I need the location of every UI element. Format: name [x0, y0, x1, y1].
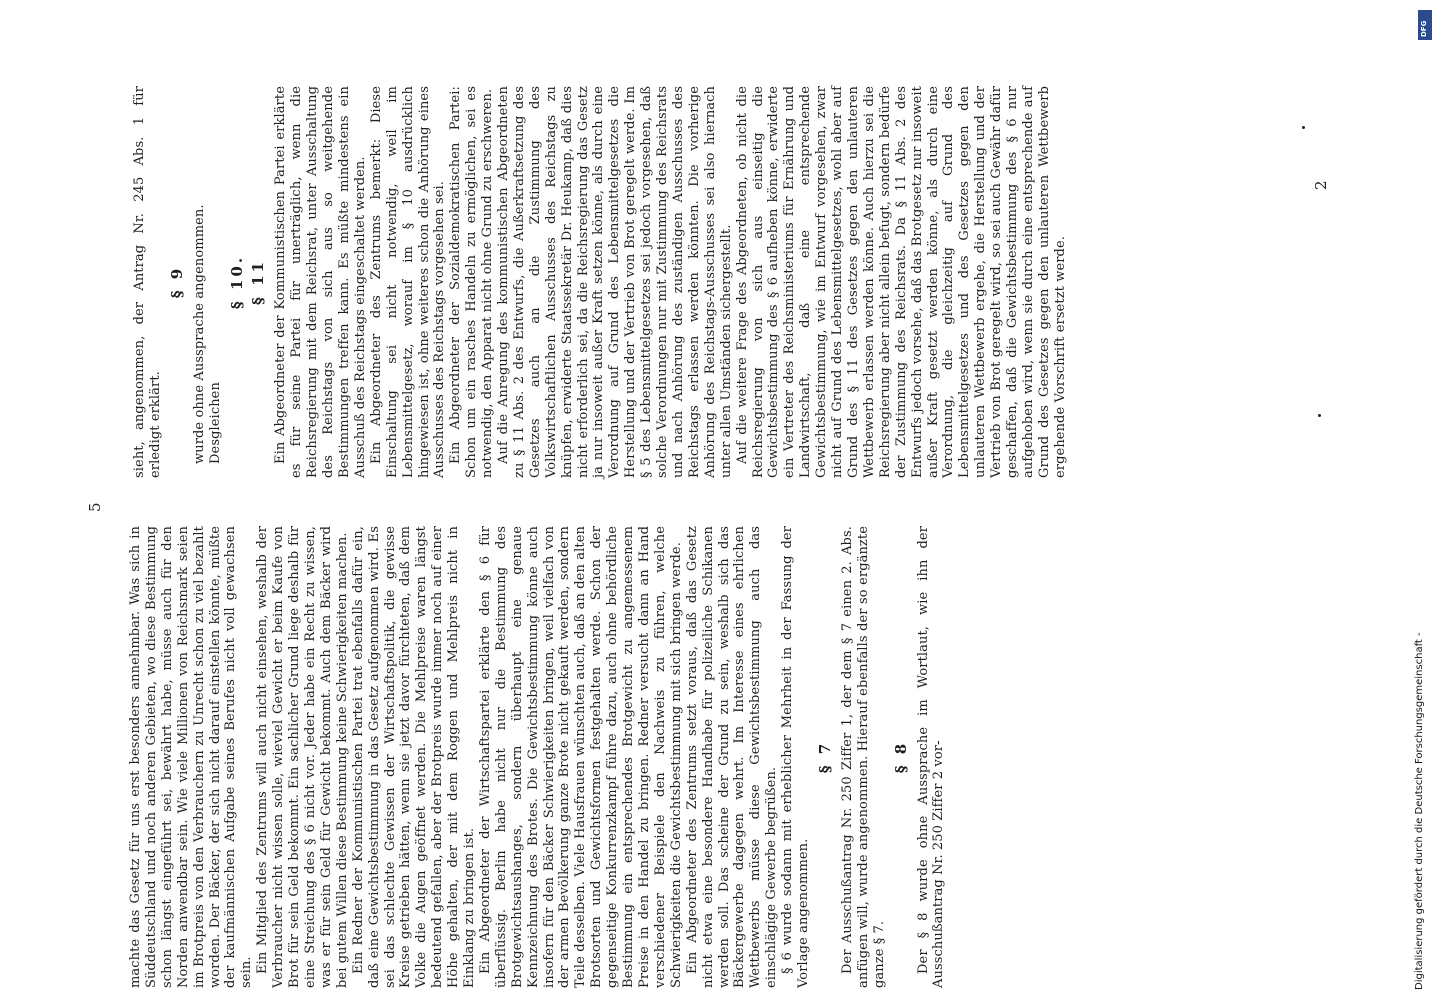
left-paragraph: § 6 wurde sodann mit erheblicher Mehrheit in der Fassung der Vorlage angenommen. [780, 526, 812, 988]
left-column-wrapper [128, 526, 947, 988]
section-heading-8: § 8 [891, 740, 910, 774]
scan-dot [1302, 126, 1305, 129]
right-column-wrapper [132, 86, 1069, 478]
left-paragraph: machte das Gesetz für uns erst besonders annehmbar. Was sich in Süddeutschland und noch anderen Gebieten, wo diese Bestimmung schon längst eingeführt sei, bewährt habe, müsse auch für den Norden anwendbar sein. Wie viele Millionen von Reichsmark seien im Brotpreis von den Verbrauchern zu Unrecht schon zu viel bezahlt worden. Der Bäcker, der sich nicht darauf einstellen könnte, müßte der kaufmännischen Aufgabe seines Berufes nicht voll gewachsen sein. [128, 526, 255, 988]
left-paragraph: Der Ausschußantrag Nr. 250 Ziffer 1, der dem § 7 einen 2. Abs. anfügen will, wurde angenommen. Hierauf ebenfalls der so ergänzte ganze § 7. [839, 526, 887, 988]
right-paragraph: Auf die weitere Frage des Abgeordneten, ob nicht die Reichsregierung von sich aus einseitig die Gewichtsbestimmung des § 6 aufheben könne, erwiderte ein Vertreter des Reichsministeriums für Ernährung und Landwirtschaft, daß eine entsprechende Gewichtsbestimmung, wie im Entwurf vorgesehen, zwar nicht auf Grund des Lebensmittelgesetzes, wohl aber auf Grund des § 11 des Gesetzes gegen den unlauteren Wettbewerb erlassen werden könne. Auch hierzu sei die Reichsregierung aber nicht allein befugt, sondern bedürfe der Zustimmung des Reichsrats. Da § 11 Abs. 2 des Entwurfs jedoch vorsehe, daß das Brotgesetz nur insoweit außer Kraft gesetzt werden könne, als durch eine Verordnung, die gleichzeitig auf Grund des Lebensmittelgesetzes und des Gesetzes gegen den unlauteren Wettbewerb ergehe, die Herstellung und der Vertrieb von Brot geregelt wird, so sei auch Gewähr dafür geschaffen, daß die Gewichtsbestimmung des § 6 nur aufgehoben wird, wenn sie durch eine entsprechende auf Grund des Gesetzes gegen den unlauteren Wettbewerb ergehende Vorschrift ersetzt werde. [734, 86, 1068, 478]
left-paragraph: Ein Redner der Kommunistischen Partei trat ebenfalls dafür ein, daß eine Gewichtsbestimmung in das Gesetz aufgenommen wird. Es sei das schlechte Gewissen der Wirtschaftspolitik, die gewisse Kreise getrieben hätten, wenn sie jetzt davor fürchteten, daß dem Volke die Augen geöffnet werden. Die Mehlpreise waren längst bedeutend gefallen, aber der Brotpreis wurde immer noch auf einer Höhe gehalten, der mit dem Roggen und Mehlpreis nicht in Einklang zu bringen ist. [350, 526, 478, 988]
section-heading-10: § 10. [227, 254, 246, 310]
left-paragraph: Der § 8 wurde ohne Aussprache im Wortlaut, wie ihn der Ausschußantrag Nr. 250 Ziffer 2 vor- [915, 526, 947, 988]
right-paragraph: Auf die Anregung des kommunistischen Abgeordneten zu § 11 Abs. 2 des Entwurfs, die Außerkraftsetzung des Gesetzes auch an die Zustimmung des Volkswirtschaftlichen Ausschusses des Reichstags zu knüpfen, erwiderte Staatssekretär Dr. Heukamp, daß dies nicht erforderlich sei, da die Reichsregierung das Gesetz ja nur insoweit außer Kraft setzen könne, als durch eine Verordnung auf Grund des Lebensmittelgesetzes die Herstellung und der Vertrieb von Brot geregelt werde. Im § 5 des Lebensmittelgesetzes sei jedoch vorgesehen, daß solche Verordnungen nur mit Zustimmung des Reichsrats und nach Anhörung des zuständigen Ausschusses des Reichstags erlassen werden könnten. Die vorherige Anhörung des Reichstags-Ausschusses sei also hiernach unter allen Umständen sichergestellt. [496, 86, 734, 478]
page-number-top: 5 [86, 502, 104, 512]
right-column [132, 86, 1069, 478]
left-paragraph: Ein Mitglied des Zentrums will auch nicht einsehen, weshalb der Verbraucher nicht wissen solle, wieviel Gewicht er beim Kaufe von Brot für sein Geld bekommt. Ein sachlicher Grund liege deshalb für eine Streichung des § 6 nicht vor. Jeder habe ein Recht zu wissen, was er für sein Geld für Gewicht bekommt. Auch dem Bäcker wird bei gutem Willen diese Bestimmung keine Schwierigkeiten machen. [255, 526, 350, 988]
right-paragraph: Ein Abgeordneter der Sozialdemokratischen Partei: Schon um ein rasches Handeln zu ermöglichen, sei es notwendig, den Apparat nicht ohne Grund zu erschweren. [448, 86, 496, 478]
section-heading-11: § 11 [249, 259, 268, 305]
right-paragraph: Ein Abgeordneter der Kommunistischen Partei erklärte es für seine Partei für unerträglich, wenn die Reichsregierung mit dem Reichsrat, unter Ausschaltung des Reichstags von sich aus so weitgehende Bestimmungen treffen kann. Es müßte mindestens ein Ausschuß des Reichstags eingeschaltet werden. [273, 86, 368, 478]
right-paragraph: sieht, angenommen, der Antrag Nr. 245 Abs. 1 für erledigt erklärt. [132, 86, 163, 478]
right-paragraph: Desgleichen [207, 382, 223, 464]
right-paragraph: Ein Abgeordneter des Zentrums bemerkt: Diese Einschaltung sei nicht notwendig, weil im Lebensmittelgesetz, worauf im § 10 ausdrücklich hingewiesen ist, ohne weiteres schon die Anhörung eines Ausschusses des Reichstags vorgesehen sei. [368, 86, 448, 478]
dfg-logo: DFG [1418, 10, 1432, 40]
section-heading-9: § 9 [167, 265, 186, 299]
page-number-bottom: 2 [1312, 180, 1330, 190]
left-column [128, 526, 947, 988]
right-paragraph: wurde ohne Aussprache angenommen. [191, 204, 207, 464]
digitization-note: Digitalisierung gefördert durch die Deutsche Forschungsgemeinschaft - [1414, 632, 1425, 990]
section-heading-7: § 7 [815, 740, 834, 774]
scan-dot [1318, 414, 1321, 417]
left-paragraph: Ein Abgeordneter der Wirtschaftspartei erklärte den § 6 für überflüssig. Berlin habe nicht nur die Bestimmung des Brotgewichtsaushanges, sondern überhaupt eine genaue Kennzeichnung des Brotes. Die Gewichtsbestimmung könne auch insofern für den Bäcker Schwierigkeiten bringen, weil vielfach von der armen Bevölkerung ganze Brote nicht gekauft werden, sondern Teile desselben. Viele Hausfrauen wünschten auch, daß an den alten Brotsorten und Gewichtsformen festgehalten werde. Schon der gegenseitige Konkurrenzkampf führe dazu, auch ohne behördliche Bestimmung ein entsprechendes Brotgewicht zu angemessenem Preise in den Handel zu bringen. Redner versucht dann an Hand verschiedener Beispiele den Nachweis zu führen, welche Schwierigkeiten die Gewichtsbestimmung mit sich bringen werde. [477, 526, 684, 988]
left-paragraph: Ein Abgeordneter des Zentrums setzt voraus, daß das Gesetz nicht etwa eine besondere Handhabe für polizeiliche Schikanen werden soll. Das scheine der Grund zu sein, weshalb sich das Bäckergewerbe dagegen wehrt. Im Interesse eines ehrlichen Wettbewerbs müsse diese Gewichtsbestimmung auch das einschlägige Gewerbe begrüßen. [684, 526, 780, 988]
